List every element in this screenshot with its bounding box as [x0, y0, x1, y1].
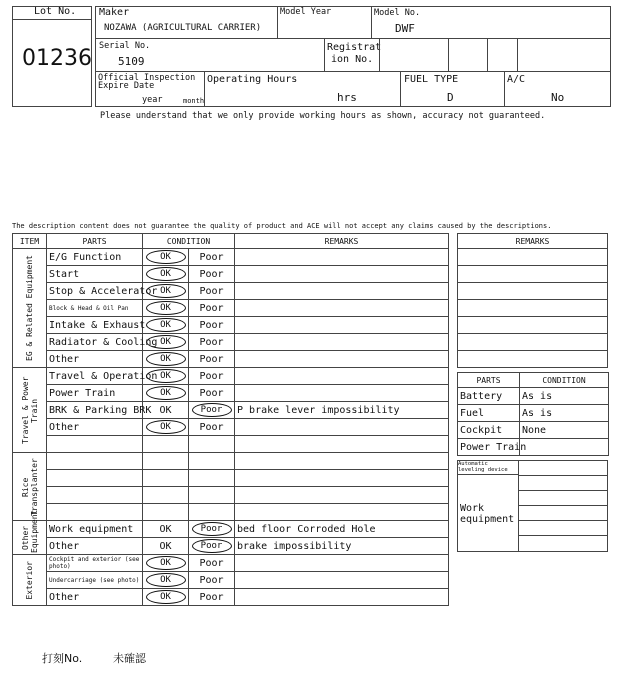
condition-poor-circled: Poor [192, 403, 232, 417]
condition-poor: Poor [199, 285, 224, 297]
condition-ok-cell [143, 572, 189, 589]
condition-ok-cell [143, 504, 189, 521]
table-row [13, 504, 449, 521]
remark [235, 334, 449, 351]
part-name: E/G Function [47, 249, 143, 266]
condition-poor-cell [189, 470, 235, 487]
condition-poor-cell [189, 334, 235, 351]
right-remarks-row [458, 317, 608, 334]
right-remarks-row [458, 249, 608, 266]
group-label: Other Equipment [20, 509, 39, 553]
col-item-header: ITEM [13, 234, 47, 249]
table-row [13, 368, 449, 385]
condition-ok-cell [143, 283, 189, 300]
condition-poor: Poor [199, 319, 224, 331]
lot-label: Lot No. [34, 6, 77, 17]
condition-poor: Poor [199, 268, 224, 280]
part-name: Other [47, 351, 143, 368]
condition-ok-circled: OK [146, 352, 186, 366]
right-part: Cockpit [458, 422, 520, 439]
table-row [13, 351, 449, 368]
condition-poor-cell [189, 572, 235, 589]
remark [235, 283, 449, 300]
condition-ok-circled: OK [146, 267, 186, 281]
condition-poor-cell [189, 351, 235, 368]
table-row [13, 487, 449, 504]
fuel-label: FUEL TYPE [404, 74, 459, 85]
condition-ok-cell [143, 368, 189, 385]
stamp-label: 打刻No. [42, 652, 83, 665]
part-name: Cockpit and exterior (see photo) [47, 555, 143, 572]
table-row [13, 402, 449, 419]
right-remarks-table [457, 233, 608, 368]
table-row [13, 334, 449, 351]
part-name: Stop & Accelerator [47, 283, 143, 300]
condition-ok-circled: OK [146, 284, 186, 298]
remark [235, 368, 449, 385]
model-no-value: DWF [395, 22, 415, 35]
remark [235, 317, 449, 334]
col-condition-header: CONDITION [143, 234, 235, 249]
condition-poor-circled: Poor [192, 539, 232, 553]
remark [235, 385, 449, 402]
table-row [13, 266, 449, 283]
table-row [13, 436, 449, 453]
right-remarks-row [458, 283, 608, 300]
part-name [47, 504, 143, 521]
table-row [13, 385, 449, 402]
ac-value: No [551, 91, 565, 104]
right-condition: None [520, 422, 609, 439]
inspection-label-1: Official Inspection [98, 73, 196, 83]
registration-cell-1 [379, 38, 449, 72]
month-label: month [183, 97, 205, 105]
group-label-cell [13, 368, 47, 453]
part-name: Start [47, 266, 143, 283]
part-name [47, 470, 143, 487]
work-row-line [518, 490, 608, 491]
condition-poor-cell [189, 521, 235, 538]
hours-unit: hrs [337, 91, 357, 104]
work-equipment-divider [518, 460, 519, 552]
serial-label: Serial No. [99, 41, 151, 51]
registration-label-2: ion No. [331, 54, 374, 65]
remark: P brake lever impossibility [235, 402, 449, 419]
condition-poor: Poor [199, 353, 224, 365]
condition-ok-circled: OK [146, 590, 186, 604]
condition-poor-cell [189, 266, 235, 283]
work-row-line [518, 520, 608, 521]
right-remarks-row [458, 300, 608, 317]
part-name [47, 487, 143, 504]
table-row [13, 283, 449, 300]
remark [235, 589, 449, 606]
auto-level-label: Automatic leveling device [458, 461, 508, 473]
part-name [47, 436, 143, 453]
part-name: BRK & Parking BRK [47, 402, 143, 419]
part-name: Block & Head & Oil Pan [47, 300, 143, 317]
fuel-value: D [447, 91, 454, 104]
condition-poor-cell [189, 317, 235, 334]
condition-ok-circled: OK [146, 420, 186, 434]
hours-label: Operating Hours [207, 74, 298, 85]
condition-ok-circled: OK [146, 573, 186, 587]
group-label-cell [13, 249, 47, 368]
right-condition: As is [520, 388, 609, 405]
table-row [13, 572, 449, 589]
condition-ok-circled: OK [146, 318, 186, 332]
work-equipment-label-1: Work [460, 503, 485, 514]
condition-poor: Poor [199, 336, 224, 348]
registration-label-1: Registrat [327, 42, 382, 53]
condition-poor: Poor [199, 557, 224, 569]
part-name: Other [47, 419, 143, 436]
remark [235, 487, 449, 504]
condition-ok-cell [143, 300, 189, 317]
group-label: Exterior [25, 560, 34, 600]
remark [235, 249, 449, 266]
table-row [13, 521, 449, 538]
condition-poor-cell [189, 368, 235, 385]
right-remarks-row [458, 351, 608, 368]
lot-number: 01236 [22, 46, 92, 71]
condition-poor: Poor [199, 421, 224, 433]
table-row [13, 470, 449, 487]
condition-poor-cell [189, 589, 235, 606]
remark [235, 266, 449, 283]
disclaimer: The description content does not guarantee the quality of product and ACE will not accept any claims caused by the descriptions. [12, 222, 552, 230]
condition-poor: Poor [199, 574, 224, 586]
condition-ok-circled: OK [146, 335, 186, 349]
remark: bed floor Corroded Hole [235, 521, 449, 538]
condition-poor-cell [189, 504, 235, 521]
group-label: Travel & Power Train [20, 376, 39, 444]
part-name: Work equipment [47, 521, 143, 538]
right-condition [520, 439, 609, 456]
remark [235, 419, 449, 436]
ac-label: A/C [507, 74, 526, 85]
condition-ok-cell [143, 436, 189, 453]
remark [235, 453, 449, 470]
condition-poor: Poor [199, 370, 224, 382]
group-label-cell [13, 555, 47, 606]
condition-poor: Poor [199, 591, 224, 603]
table-row [13, 317, 449, 334]
condition-ok: OK [159, 540, 172, 552]
right-part: Battery [458, 388, 520, 405]
condition-ok-cell [143, 266, 189, 283]
condition-poor-cell [189, 300, 235, 317]
table-row [13, 419, 449, 436]
table-row [13, 538, 449, 555]
condition-ok-cell [143, 385, 189, 402]
remark [235, 470, 449, 487]
registration-cell-3 [487, 38, 518, 72]
work-equipment-label-2: equipment [460, 514, 515, 525]
group-label: EG & Related Equipment [25, 255, 34, 361]
condition-ok: OK [159, 404, 172, 416]
part-name: Radiator & Cooling [47, 334, 143, 351]
condition-ok-cell [143, 317, 189, 334]
condition-ok-circled: OK [146, 250, 186, 264]
right-condition: As is [520, 405, 609, 422]
condition-ok-circled: OK [146, 556, 186, 570]
condition-ok-circled: OK [146, 301, 186, 315]
remark [235, 351, 449, 368]
condition-ok-circled: OK [146, 386, 186, 400]
condition-ok-cell [143, 521, 189, 538]
part-name [47, 453, 143, 470]
part-name: Travel & Operation [47, 368, 143, 385]
condition-ok-cell [143, 453, 189, 470]
condition-poor-cell [189, 249, 235, 266]
right-remarks-header: REMARKS [458, 234, 608, 249]
remark [235, 572, 449, 589]
right-remarks-row [458, 334, 608, 351]
table-row [13, 589, 449, 606]
col-parts-header: PARTS [47, 234, 143, 249]
condition-poor-cell [189, 555, 235, 572]
condition-poor-cell [189, 453, 235, 470]
condition-ok-cell [143, 419, 189, 436]
remark [235, 555, 449, 572]
table-row [13, 453, 449, 470]
right-part: Fuel [458, 405, 520, 422]
year-label: year [142, 95, 163, 105]
condition-poor: Poor [199, 387, 224, 399]
condition-ok-cell [143, 470, 189, 487]
work-row-line [518, 535, 608, 536]
condition-poor-cell [189, 385, 235, 402]
condition-ok-cell [143, 351, 189, 368]
model-no-label: Model No. [374, 8, 421, 18]
part-name: Other [47, 589, 143, 606]
registration-cell-2 [448, 38, 488, 72]
table-row [13, 555, 449, 572]
right-col-condition-header: CONDITION [520, 373, 609, 388]
part-name: Intake & Exhaust [47, 317, 143, 334]
condition-ok-cell [143, 555, 189, 572]
registration-cell-4 [517, 38, 611, 72]
right-remarks-row [458, 266, 608, 283]
condition-ok-cell [143, 249, 189, 266]
group-label: Rice Transplanter [20, 457, 39, 516]
condition-poor-circled: Poor [192, 522, 232, 536]
maker-label: Maker [99, 7, 130, 18]
right-part: Power Train [458, 439, 520, 456]
table-header-row [13, 234, 449, 249]
condition-table [12, 233, 449, 606]
condition-poor-cell [189, 283, 235, 300]
remark: brake impossibility [235, 538, 449, 555]
condition-poor-cell [189, 487, 235, 504]
remark [235, 436, 449, 453]
condition-ok: OK [159, 523, 172, 535]
group-label-cell [13, 509, 47, 555]
right-col-parts-header: PARTS [458, 373, 520, 388]
col-remarks-header: REMARKS [235, 234, 449, 249]
maker-value: NOZAWA (AGRICULTURAL CARRIER) [104, 23, 262, 33]
condition-poor: Poor [199, 251, 224, 263]
condition-ok-cell [143, 538, 189, 555]
work-row-line [518, 475, 608, 476]
condition-poor: Poor [199, 302, 224, 314]
part-name: Other [47, 538, 143, 555]
table-row [13, 249, 449, 266]
right-condition-table [457, 372, 609, 456]
part-name: Undercarriage (see photo) [47, 572, 143, 589]
condition-poor-cell [189, 402, 235, 419]
condition-ok-circled: OK [146, 369, 186, 383]
condition-poor-cell [189, 419, 235, 436]
remark [235, 504, 449, 521]
serial-value: 5109 [118, 55, 145, 68]
inspection-label-2: Expire Date [98, 81, 155, 91]
condition-ok-cell [143, 487, 189, 504]
condition-poor-cell [189, 538, 235, 555]
working-hours-notice: Please understand that we only provide working hours as shown, accuracy not guaranteed. [100, 111, 546, 121]
model-year-label: Model Year [280, 7, 332, 17]
remark [235, 300, 449, 317]
condition-ok-cell [143, 334, 189, 351]
work-row-line [518, 505, 608, 506]
part-name: Power Train [47, 385, 143, 402]
table-row [13, 300, 449, 317]
condition-poor-cell [189, 436, 235, 453]
stamp-value: 未確認 [113, 652, 146, 665]
condition-ok-cell [143, 589, 189, 606]
